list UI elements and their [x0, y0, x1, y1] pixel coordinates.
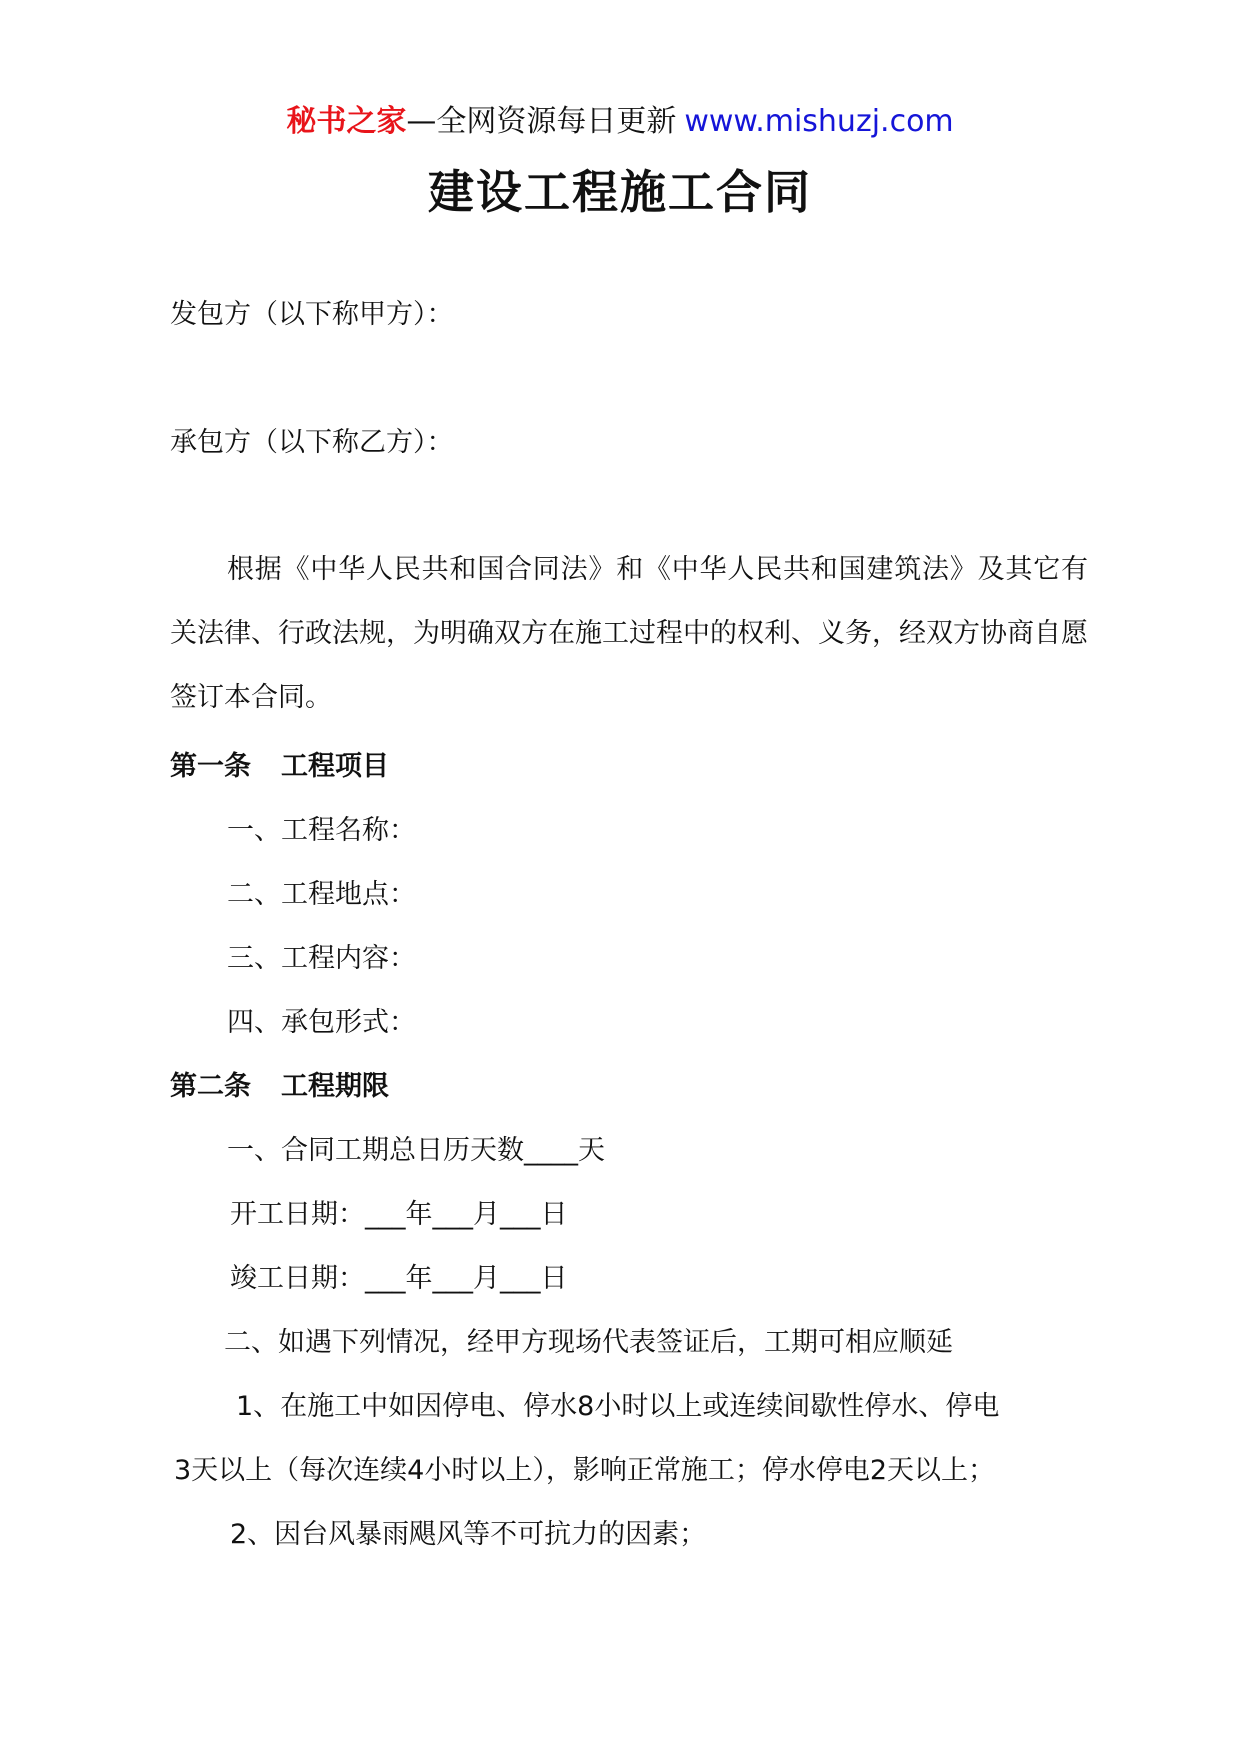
header-tagline: —全网资源每日更新: [406, 104, 677, 139]
site-url-link[interactable]: www.mishuzj.com: [684, 104, 954, 139]
party-b-line: 承包方（以下称乙方）：: [170, 427, 454, 458]
article-1-item-content: 三、工程内容：: [227, 943, 416, 974]
end-date-line: 竣工日期：___年___月___日: [230, 1263, 568, 1294]
document-title: 建设工程施工合同: [428, 165, 812, 219]
party-a-line: 发包方（以下称甲方）：: [170, 299, 454, 330]
total-days-line: 一、合同工期总日历天数____天: [227, 1135, 605, 1166]
preamble-paragraph: 根据《中华人民共和国合同法》和《中华人民共和国建筑法》及其它有关法律、行政法规，为明确双方在施工过程中的权利、义务，经双方协商自愿签订本合同。: [170, 554, 1088, 713]
extension-intro-line: 二、如遇下列情况，经甲方现场代表签证后，工期可相应顺延: [224, 1327, 953, 1358]
article-2-title: 工程期限: [281, 1071, 389, 1102]
start-date-line: 开工日期：___年___月___日: [230, 1199, 568, 1230]
clause-1-line-2: 3天以上（每次连续4小时以上），影响正常施工；停水停电2天以上；: [174, 1455, 996, 1486]
article-1-item-location: 二、工程地点：: [227, 879, 416, 910]
article-1-title: 工程项目: [281, 751, 389, 782]
clause-1-line-1: 1、在施工中如因停电、停水8小时以上或连续间歇性停水、停电: [236, 1391, 1000, 1422]
article-1-heading: [170, 747, 389, 787]
article-2-heading: [170, 1067, 389, 1107]
brand-name: 秘书之家: [286, 104, 407, 139]
article-2-number: 第二条: [170, 1071, 251, 1102]
article-1-item-contract-form: 四、承包形式：: [227, 1007, 416, 1038]
article-1-item-name: 一、工程名称：: [227, 815, 416, 846]
clause-2-line: 2、因台风暴雨飓风等不可抗力的因素；: [230, 1519, 707, 1550]
article-1-number: 第一条: [170, 751, 251, 782]
site-header: [0, 100, 1240, 144]
